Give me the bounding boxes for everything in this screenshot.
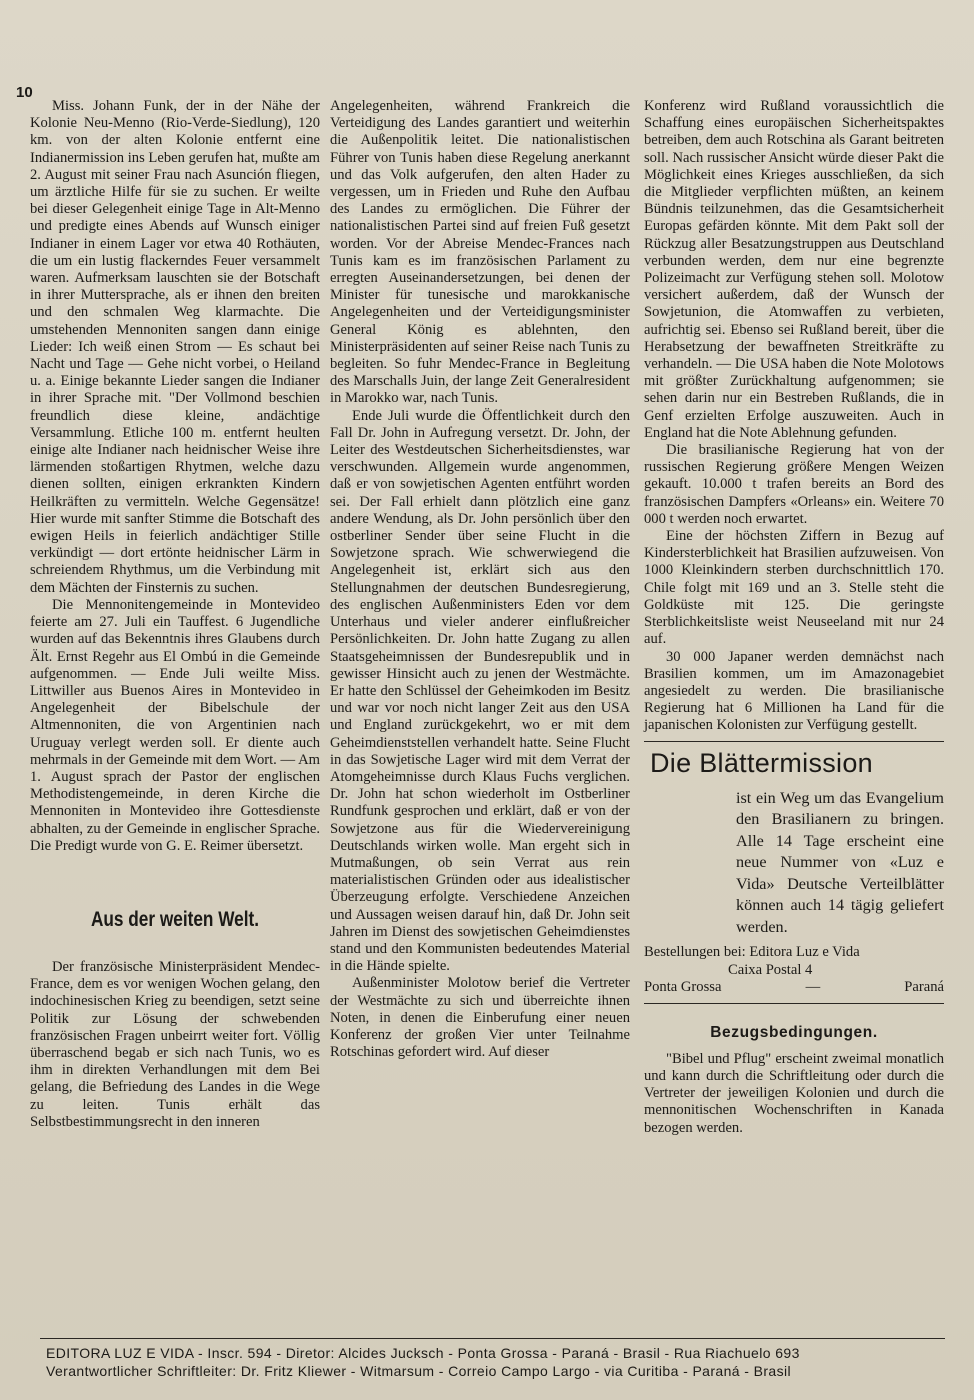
footer-divider <box>40 1338 945 1339</box>
article-indian-mission: Miss. Johann Funk, der in der Nähe der Kolonie Neu-Menno (Rio-Verde-Siedlung), 120 km. von der alten Kolonie entfernt eine Indianermission ins Leben gerufen hat, mußte am 2. August mit seiner Frau nach Asunción fliegen, um ärztliche Hilfe für sie zu suchen. Er weilte bei dieser Gelegenheit einige Tage in Alt-Menno und predigte eines Abends auf Wunsch einiger Indianer in einem Lager vor etwa 40 Rothäuten, die um ein lustig flackerndes Feuer versammelt waren. Aufmerksam lauschten sie der Botschaft in ihrer Muttersprache, als er ihnen den breiten und den schmalen Weg klarmachte. Die umstehenden Mennoniten sangen dann einige Lieder: Ich weiß einen Strom — Es schaut bei Nacht und Tage — Gehe nicht vorbei, o Heiland u. a. Einige bekannte Lieder sangen die Indianer in ihrer Sprache mit. "Der Vollmond beschien freundlich diese kleine, andächtige Versammlung. Etliche 100 m. entfernt heulten einige alte Indianer nach heidnischer Weise ihre lärmenden stoßartigen Rhytmen, welche dazu dienen sollten, einigen erkrankten Kindern Heilkräften zu vermitteln. Welche Gegensätze! Hier wurde mit sanfter Stimme die Botschaft des ewigen Heils in feierlich andächtiger Stille verkündigt — dort ertönte heidnischer Lärm in schreiendem Rhythmus, um die Verbindung mit dem Mächten der Finsternis zu suchen. <box>30 98 320 596</box>
section-heading-world: Aus der weiten Welt. <box>90 907 260 931</box>
article-wheat: Die brasilianische Regierung hat von der russischen Regierung größere Mengen Weizen gekauft. 10.000 t trafen bereits an Bord des französischen Dampfers «Orleans» ein. Weitere 70 000 t werden noch erwartet. <box>644 442 944 527</box>
article-conference-continued: Konferenz wird Rußland voraussichtlich die Schaffung eines europäischen Sicherheitspaktes betreiben, dem auch Rotschina als Garant beitreten soll. Nach russischer Ansicht würde dieser Pakt die Möglichkeit eines Krieges ausschließen, da sich die Mitglieder verpflichten müßten, an keinem Bündnis teilzunehmen, das die Gesamtsicherheit Europas gefärden könnte. Mit dem Pakt soll der Rückzug aller Besatzungstruppen aus Deutschland verbunden werden, dem nur eine begrenzte Polizeimacht zur Verfügung stehen soll. Molotow versichert außerdem, daß der Wunsch der Sowjetunion, die Atomwaffen zu verbieten, aufrichtig sei. Ebenso sei Rußland bereit, über die Herabsetzung der bewaffneten Streitkräfte zu verhandeln. — Die USA haben die Note Molotows mit größter Zurückhaltung aufgenommen; sie sehen darin nur ein Bestreben Rußlands, die in Genf erzielten Erfolge auszuweiten. Auch in England hat die Note Ablehnung gefunden. <box>644 98 944 441</box>
order-line-2: Caixa Postal 4 <box>728 961 813 978</box>
subscription-title: Bezugsbedingungen. <box>710 1023 878 1041</box>
subscription-text: "Bibel und Pflug" erscheint zweimal monatlich und kann durch die Schriftleitung oder durch die Vertreter der jeweiligen Kolonien und durch die mennonitischen Wochenschriften in Kanada bezogen werden. <box>644 1050 944 1136</box>
column-middle <box>330 98 630 1061</box>
order-line-3 <box>644 979 944 997</box>
mission-title: Die Blättermission <box>650 747 873 778</box>
article-mendes-france: Der französische Ministerpräsident Mendec-France, dem es vor wenigen Wochen gelang, den indochinesischen Krieg zu beendigen, setzt seine Politik zur Lösung der schwebenden französischen Fragen unbeirrt weiter fort. Völlig überraschend begab er sich nach Tunis, wo es ihm in direkten Verhandlungen mit dem Bei gelang, die Befriedung des Landes in die Wege zu leiten. Tunis erhält das Selbstbestimmungsrecht in den inneren <box>30 958 320 1130</box>
column-right <box>644 98 944 1137</box>
order-line-1: Bestellungen bei: Editora Luz e Vida <box>644 944 860 961</box>
article-molotow: Außenminister Molotow berief die Vertreter der Westmächte zu sich und überreichte ihnen Noten, in denen die Einberufung einer neuen Konferenz der großen Vier unter Teilnahme Rotschinas gefordert wird. Auf dieser <box>330 975 630 1061</box>
article-tunis-continued: Angelegenheiten, während Frankreich die Verteidigung des Landes garantiert und weiterhin die Außenpolitik leitet. Die nationalistischen Führer von Tunis haben diese Regelung anerkannt und das Volk aufgerufen, den alten Hader zu vergessen, um in Frieden und Ruhe den Aufbau des Landes zu ermöglichen. Die Führer der nationalistischen Partei sind auf freien Fuß gesetzt worden. Vor der Abreise Mendec-Frances nach Tunis kam es im französischen Parlament zu erregten Auseinandersetzungen, bei denen der Minister für tunesische und marokkanische Angelegenheiten und der Verteidigungsminister General König es ablehnten, den Ministerpräsidenten auf seiner Reise nach Tunis zu begleiten. So fuhr Mendec-France in Begleitung des Marschalls Juin, der lange Zeit Generalresident in Marokko war, nach Tunis. <box>330 98 630 407</box>
page-number: 10 <box>16 84 33 101</box>
imprint-line-1: EDITORA LUZ E VIDA - Inscr. 594 - Diretor: Alcides Jucksch - Ponta Grossa - Paraná - Brasil - Rua Riachuelo 693 <box>46 1345 800 1361</box>
order-dash: — <box>805 979 821 996</box>
article-japanese: 30 000 Japaner werden demnächst nach Brasilien kommen, um im Amazonagebiet angesiedelt zu werden. Die brasilianische Regierung hat 6 Millionen ha Land für die japanischen Kolonisten zur Verfügung gestellt. <box>644 648 944 734</box>
order-info <box>644 944 944 997</box>
article-montevideo: Die Mennonitengemeinde in Montevideo feierte am 27. Juli ein Tauffest. 6 Jugendliche wurden auf das Bekenntnis ihres Glaubens durch Ält. Ernst Regehr aus El Ombú in die Gemeinde aufgenommen. — Ende Juli weilte Miss. Littwiller aus Buenos Aires in Montevideo in Angelegenheit der Bibelschule der Altmennoniten, die von Argentinien nach Uruguay verlegt werden soll. Er diente auch mehrmals in der Gemeinde mit dem Wort. — Am 1. August sprach der Pastor der englischen Methodistengemeinde, in deren Kirche die Mennoniten in Montevideo ihre Gottesdienste abhalten, zu der Gemeinde in englischer Sprache. Die Predigt wurde von G. E. Reimer übersetzt. <box>30 596 320 854</box>
order-state: Paraná <box>904 979 944 996</box>
article-child-mortality: Eine der höchsten Ziffern in Bezug auf Kindersterblichkeit hat Brasilien aufzuweisen. Von 1000 Kleinkindern sterben durchschnittlich 170. Chile folgt mit 169 und an 3. Stelle steht die Goldküste mit 125. Die geringste Sterblichkeitsliste weist Neuseeland mit nur 24 auf. <box>644 528 944 648</box>
order-city: Ponta Grossa <box>644 979 722 996</box>
divider <box>644 741 944 742</box>
divider <box>644 1003 944 1004</box>
mission-body: ist ein Weg um das Evangelium den Brasilianern zu bringen. Alle 14 Tage erscheint eine neue Nummer von «Luz e Vida» Deutsche Verteilblätter können auch 14 tägig geliefert werden. <box>736 788 944 936</box>
article-dr-john: Ende Juli wurde die Öffentlichkeit durch den Fall Dr. John in Aufregung versetzt. Dr. John, der Leiter des Westdeutschen Sicherheitsdienstes, war verschwunden. Allgemein wurde angenommen, daß er von sowjetischen Agenten entführt worden sei. Der Fall erhielt dann plötzlich eine ganz andere Wendung, als Dr. John persönlich über den ostberliner Sender über seine Flucht in die Sowjetzone sprach. Wie schwerwiegend die Angelegenheit ist, erklärt sich aus den Stellungnahmen der deutschen Bundesregierung, des englischen Außenministers Eden vor dem Unterhaus und vieler anderer einflußreicher Persönlichkeiten. Dr. John hatte Zugang zu allen Staatsgeheimnissen der Bundesrepublik und in gewisser Hinsicht auch zu jenen der Westmächte. Er hatte den Schlüssel der Geheimkoden im Besitz und war vor noch nicht langer Zeit aus den USA und England zurückgekehrt, wo er mit dem Geheimdienststellen verhandelt hatte. Seine Flucht in das Sowjetische Lager wird mit dem Verrat der Atomgeheimnisse durch Klaus Fuchs verglichen. Dr. John hat schon wiederholt im Ostberliner Rundfunk gesprochen und erklärt, daß er von der Sowjetzone aus für die Wiedervereinigung Deutschlands wirken wolle. Man ergeht sich in Mutmaßungen, ob sein Verrat aus rein materialistischen Gründen oder aus idealistischer Überzeugung erfolgte. Verschiedene Anzeichen und Aussagen weisen darauf hin, daß Dr. John seit Jahren im Dienst des sowjetischen Geheimdienstes stand und den Kommunisten bedeutendes Material in die Hände spielte. <box>330 407 630 975</box>
imprint-line-2: Verantwortlicher Schriftleiter: Dr. Fritz Kliewer - Witmarsum - Correio Campo Largo - via Curitiba - Paraná - Brasil <box>46 1363 792 1379</box>
column-left <box>30 98 320 1131</box>
